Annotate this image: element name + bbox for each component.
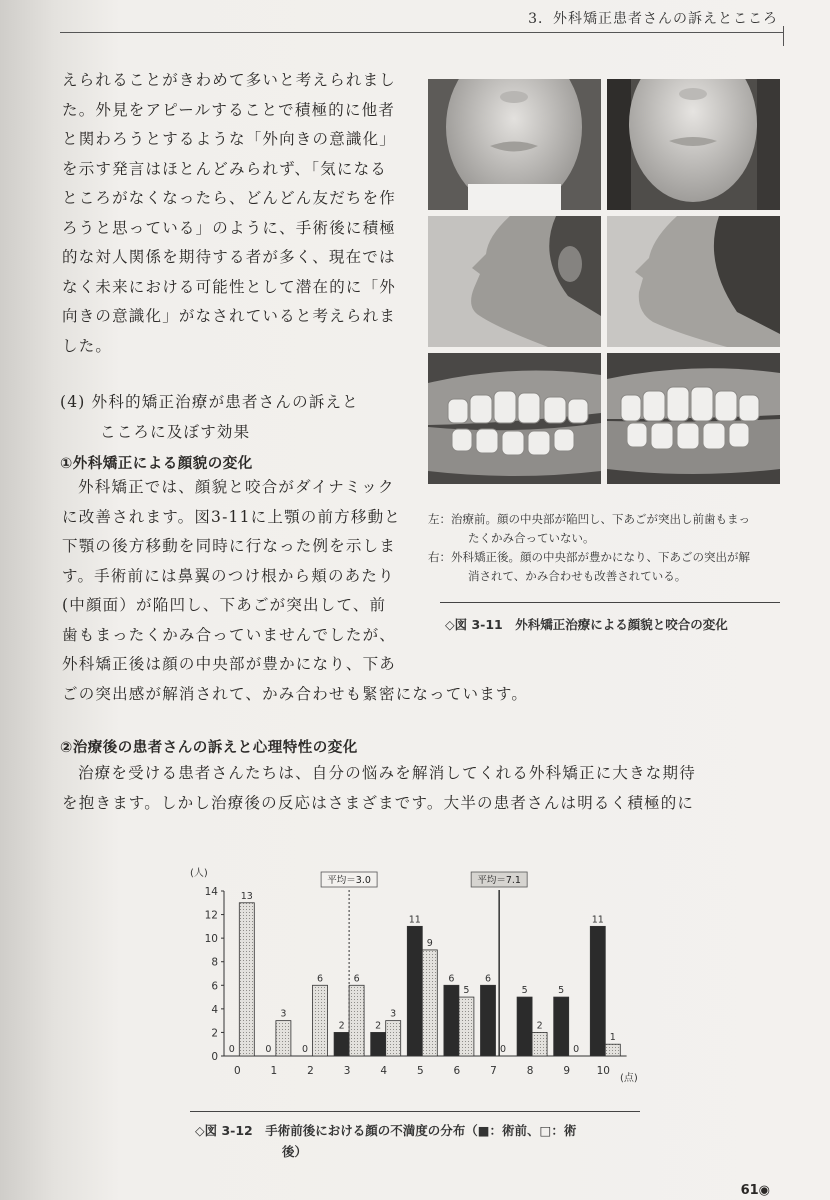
bar-before: [371, 1032, 386, 1056]
caption-line: 消されて、かみ合わせも改善されている。: [468, 569, 687, 583]
text-line: 外科矯正後は顔の中央部が豊かになり、下あ: [62, 655, 397, 673]
text-line: に改善されます。図3-11に上顎の前方移動と: [62, 507, 401, 526]
data-label-after: 9: [426, 937, 433, 949]
text-line: 下顎の後方移動を同時に行なった例を示しま: [62, 537, 397, 555]
text-line: 歯もまったくかみ合っていませんでしたが、: [62, 625, 397, 644]
bar-after: [239, 903, 254, 1056]
y-tick-label: 2: [211, 1027, 218, 1040]
x-tick-label: 10: [596, 1065, 610, 1077]
data-label-after: 6: [316, 973, 324, 985]
bar-after: [349, 985, 364, 1056]
section-heading-cont: こころに及ぼす効果: [100, 423, 251, 441]
text-line: た。外見をアピールすることで積極的に他者: [62, 100, 396, 119]
data-label-after: 1: [609, 1032, 616, 1044]
page-number: 61◉: [740, 1183, 770, 1198]
y-tick-label: 10: [204, 933, 218, 946]
data-label-after: 2: [536, 1020, 543, 1032]
caption-line: 右：外科矯正後。顔の中央部が豊かになり、下あごの突出が解: [428, 550, 750, 564]
x-tick-label: 8: [526, 1065, 534, 1077]
data-label-before: 0: [228, 1044, 235, 1055]
data-label-after: 3: [390, 1008, 397, 1020]
text-line: なく未来における可能性として潜在的に「外: [62, 277, 397, 296]
bar-before: [407, 926, 422, 1056]
text-line: を抱きます。しかし治療後の反応はさまざまです。大半の患者さんは明るく積極的に: [62, 793, 695, 812]
y-tick-label: 6: [211, 980, 218, 993]
text-line: した。: [62, 336, 113, 355]
text-line: 治療を受ける患者さんたちは、自分の悩みを解消してくれる外科矯正に大きな期待: [78, 764, 696, 782]
x-tick-label: 0: [233, 1065, 241, 1077]
text-line: す。手術前には鼻翼のつけ根から頬のあたり: [62, 566, 395, 585]
mean-label: 平均＝3.0: [327, 875, 371, 886]
bar-after: [313, 985, 328, 1056]
x-tick-label: 9: [563, 1065, 571, 1077]
data-label-before: 5: [558, 985, 565, 997]
data-label-after: 0: [573, 1044, 580, 1055]
x-tick-label: 7: [490, 1065, 497, 1077]
subsection-heading: ②治療後の患者さんの訴えと心理特性の変化: [60, 740, 358, 756]
data-label-after: 5: [463, 985, 470, 997]
data-label-before: 6: [484, 973, 492, 985]
section-heading: (4) 外科的矯正治療が患者さんの訴えと: [60, 393, 359, 411]
y-tick-label: 0: [211, 1051, 218, 1063]
bar-before: [444, 985, 459, 1056]
text-line: を示す発言はほとんどみられず、「気になる: [62, 159, 388, 178]
bar-after: [605, 1044, 620, 1056]
bar-before: [481, 985, 496, 1056]
bar-after: [422, 950, 437, 1056]
text-line: えられることがきわめて多いと考えられまし: [62, 71, 397, 89]
data-label-before: 11: [591, 914, 604, 926]
data-label-before: 6: [448, 973, 455, 985]
y-axis-label: (人): [190, 868, 208, 879]
figure-3-12-title: ◇図 3-12 手術前後における顔の不満度の分布（■：術前、□：術: [195, 1123, 577, 1138]
text-line: ろうと思っている」のように、手術後に積極: [62, 218, 397, 237]
figure-3-12-rule: [190, 1111, 640, 1112]
text-line: ごの突出感が解消されて、かみ合わせも緊密になっています。: [62, 684, 529, 703]
mean-label: 平均＝7.1: [477, 875, 521, 886]
data-label-before: 5: [521, 985, 528, 997]
x-tick-label: 4: [380, 1065, 388, 1077]
x-tick-label: 1: [270, 1065, 278, 1077]
x-tick-label: 5: [416, 1065, 424, 1077]
text-line: 向きの意識化」がなされていると考えられま: [62, 307, 397, 325]
text-line: 外科矯正では、顔貌と咬合がダイナミック: [78, 478, 395, 496]
x-axis-label: (点): [620, 1073, 638, 1084]
data-label-after: 6: [353, 973, 360, 985]
figure-3-11-title: ◇図 3-11 外科矯正治療による顔貌と咬合の変化: [445, 617, 728, 632]
y-tick-label: 14: [204, 886, 218, 898]
figure-3-12-title-cont: 後）: [282, 1144, 308, 1159]
text-line: と関わろうとするような「外向きの意識化」: [62, 130, 397, 148]
bar-after: [276, 1021, 291, 1056]
data-label-after: 3: [280, 1008, 287, 1020]
bar-after: [459, 997, 474, 1056]
text-line: 的な対人関係を期待する者が多く、現在では: [62, 248, 396, 266]
data-label-after: 0: [499, 1044, 507, 1055]
text-line: (中顔面）が陥凹し、下あごが突出して、前: [62, 596, 387, 614]
bar-before: [517, 997, 532, 1056]
x-tick-label: 3: [343, 1065, 351, 1077]
data-label-before: 11: [408, 914, 421, 926]
running-header: 3．外科矯正患者さんの訴えとこころ: [528, 11, 778, 27]
bar-before: [334, 1032, 349, 1056]
bar-before: [554, 997, 569, 1056]
y-tick-label: 8: [211, 956, 218, 969]
caption-line: 左：治療前。顔の中央部が陥凹し、下あごが突出し前歯もまっ: [428, 512, 750, 526]
bar-after: [386, 1021, 401, 1056]
data-label-before: 2: [338, 1020, 345, 1032]
data-label-after: 13: [240, 890, 253, 902]
y-tick-label: 4: [211, 1003, 218, 1016]
bar-before: [590, 926, 605, 1056]
data-label-before: 2: [375, 1020, 382, 1032]
bar-after: [532, 1032, 547, 1056]
data-label-before: 0: [301, 1044, 309, 1055]
y-tick-label: 12: [204, 909, 218, 922]
x-tick-label: 6: [453, 1065, 461, 1077]
text-line: ところがなくなったら、どんどん友だちを作: [62, 189, 397, 207]
subsection-heading: ①外科矯正による顔貌の変化: [60, 456, 253, 472]
data-label-before: 0: [265, 1044, 272, 1055]
x-tick-label: 2: [307, 1065, 314, 1077]
caption-line: たくかみ合っていない。: [468, 531, 595, 545]
